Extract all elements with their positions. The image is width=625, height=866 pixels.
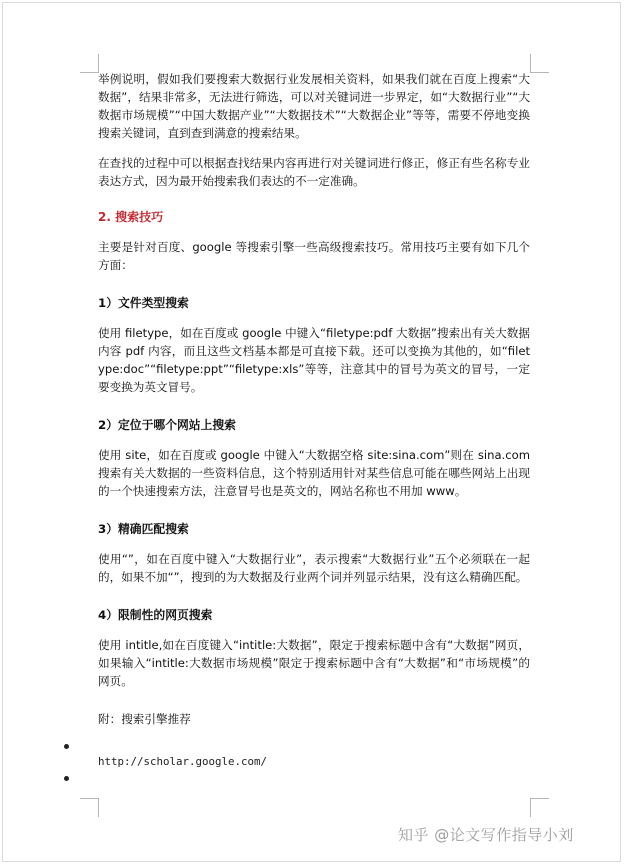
watermark: 知乎 @论文写作指导小刘 bbox=[398, 826, 574, 844]
bullet-dot bbox=[64, 776, 69, 781]
paragraph-exact-match: 使用“”，如在百度中键入“大数据行业”，表示搜索“大数据行业”五个必须联在一起的，如果不加“”，搜到的为大数据及行业两个词并列显示结果，没有这么精确匹配。 bbox=[98, 552, 530, 584]
crop-mark-top-left bbox=[80, 54, 99, 73]
paragraph-refine: 在查找的过程中可以根据查找结果内容再进行对关键词进行修正，修正有些名称专业表达方式，因为最开始搜索我们表达的不一定准确。 bbox=[98, 156, 530, 188]
crop-mark-bottom-left bbox=[80, 798, 99, 817]
document-body bbox=[98, 70, 530, 728]
heading-filetype: 1）文件类型搜索 bbox=[98, 296, 189, 310]
paragraph-intro-tips: 主要是针对百度、google 等搜索引擎一些高级搜索技巧。常用技巧主要有如下几个方面： bbox=[98, 240, 530, 272]
crop-mark-bottom-right bbox=[530, 798, 549, 817]
heading-site: 2）定位于哪个网站上搜索 bbox=[98, 418, 236, 432]
heading-exact-match: 3）精确匹配搜索 bbox=[98, 522, 189, 536]
scholar-link[interactable]: http://scholar.google.com/ bbox=[98, 755, 268, 768]
paragraph-intitle: 使用 intitle,如在百度键入“intitle:大数据”，限定于搜索标题中含有“大数据”网页，如果输入“intitle:大数据市场规模”限定于搜索标题中含有“大数据”和“市场规模”的网页。 bbox=[98, 638, 530, 688]
appendix-label: 附：搜索引擎推荐 bbox=[98, 712, 191, 726]
crop-mark-top-right bbox=[530, 54, 549, 73]
paragraph-example: 举例说明，假如我们要搜索大数据行业发展相关资料，如果我们就在百度上搜索“大数据”，结果非常多，无法进行筛选，可以对关键词进一步界定，如“大数据行业”“大数据市场规模”“中国大数据产业”“大数据技术”“大数据企业”等等，需要不停地变换搜索关键词，直到查到满意的搜索结果。 bbox=[98, 72, 530, 140]
heading-search-tips: 2. 搜索技巧 bbox=[98, 210, 164, 224]
bullet-dot bbox=[64, 744, 69, 749]
paragraph-site: 使用 site，如在百度或 google 中键入“大数据空格 site:sina.com”则在 sina.com 搜索有关大数据的一些资料信息，这个特别适用针对某些信息可能在哪些网站上出现的一个快速搜索方法，注意冒号也是英文的，网站名称也不用加 www。 bbox=[98, 448, 530, 498]
paragraph-filetype: 使用 filetype，如在百度或 google 中键入“filetype:pdf 大数据”搜索出有关大数据内容 pdf 内容，而且这些文档基本都是可直接下载。还可以变换为其他的，如“filetype:doc”“filetype:ppt”“filetype:xls”等等，注意其中的冒号为英文的冒号，一定要变换为英文冒号。 bbox=[98, 326, 530, 394]
heading-intitle: 4）限制性的网页搜索 bbox=[98, 608, 213, 622]
